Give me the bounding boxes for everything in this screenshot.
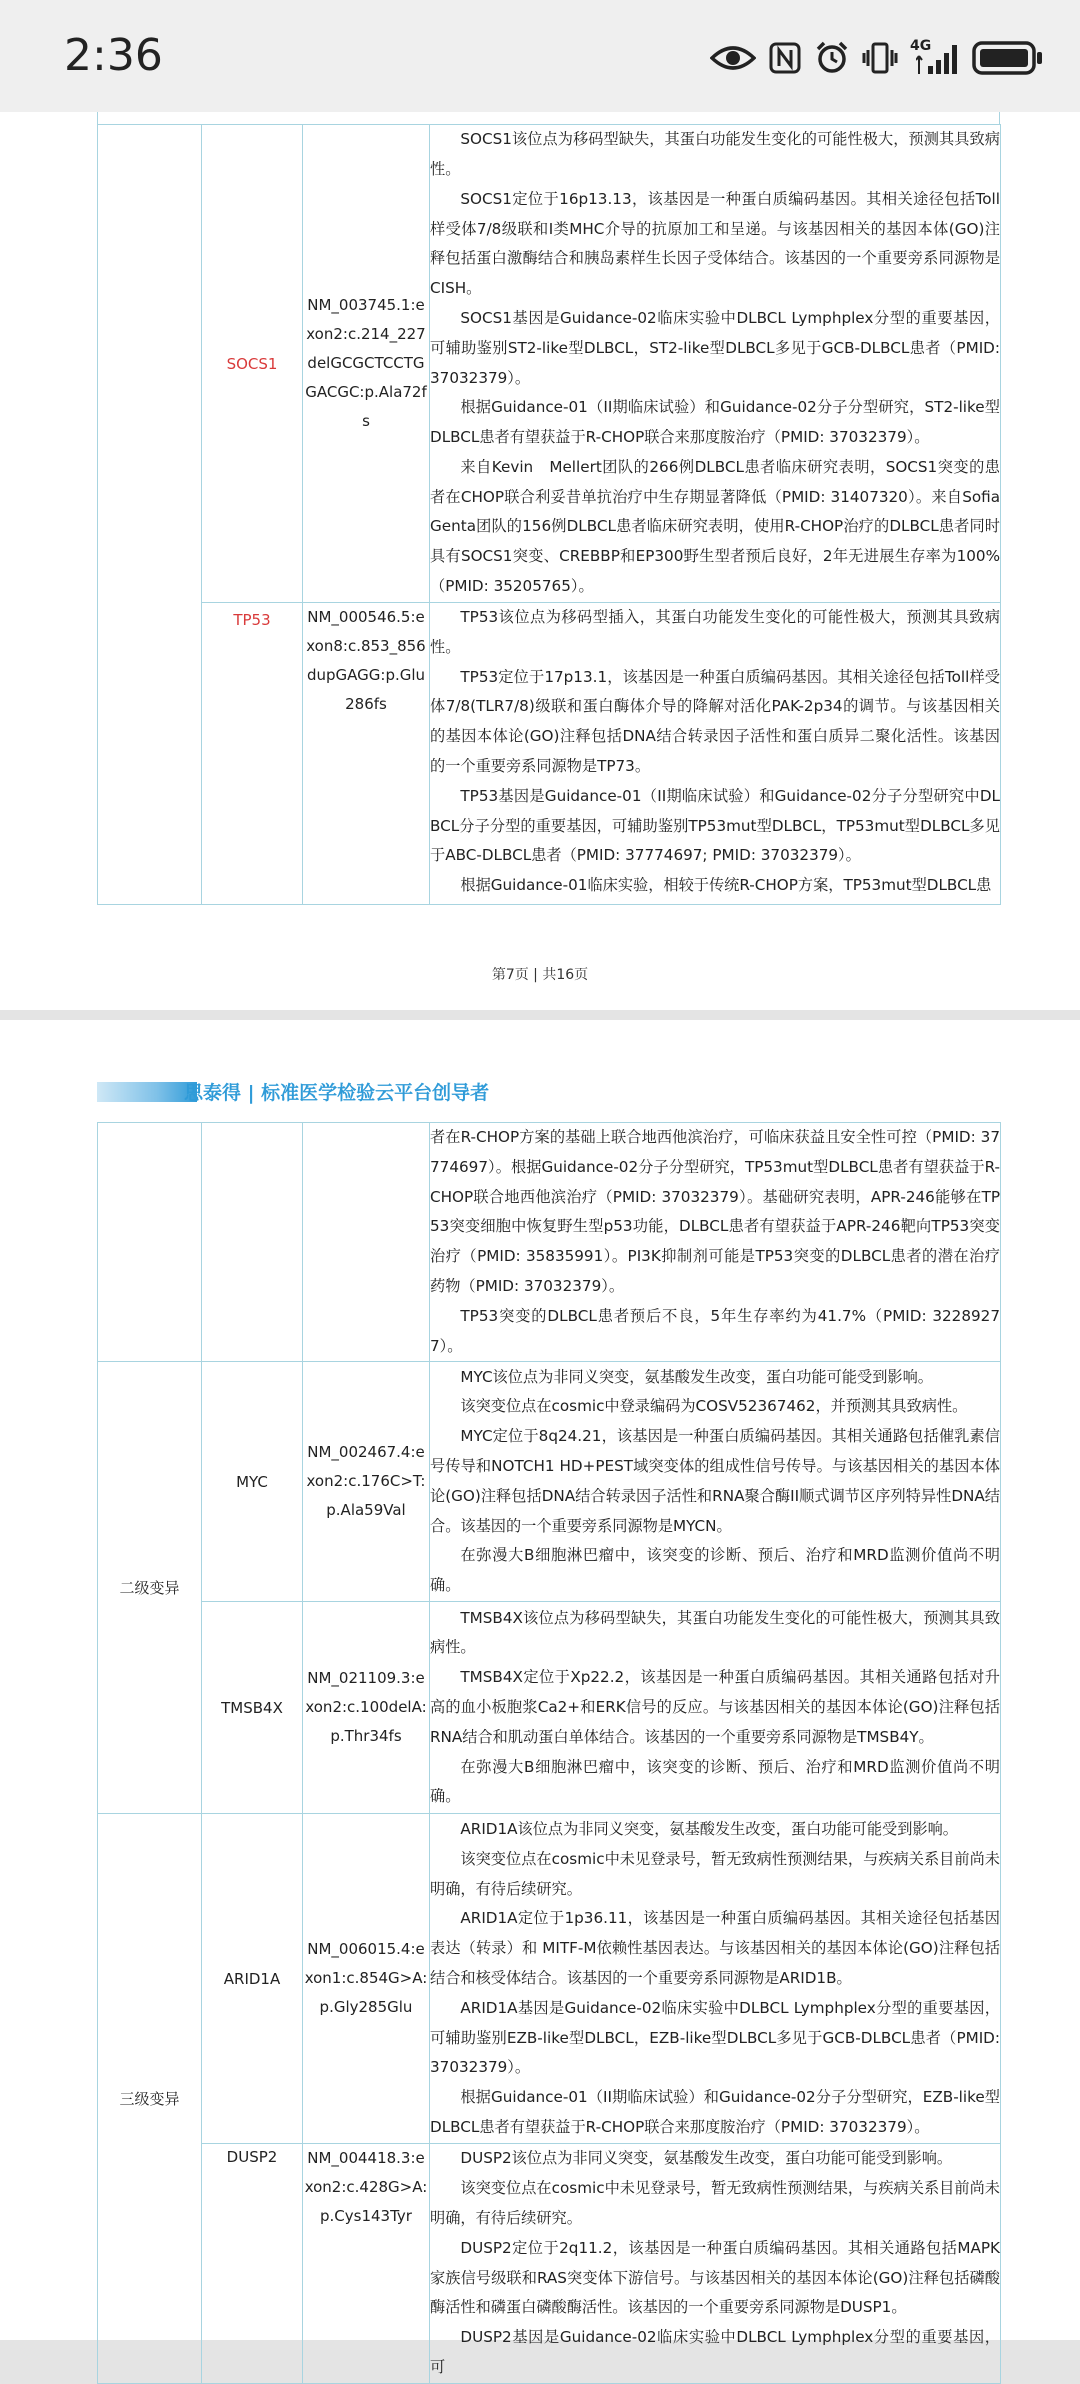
page-number: 第7页 | 共16页 — [491, 967, 589, 983]
vibrate-icon — [862, 41, 898, 75]
interpretation-cell — [430, 1814, 1001, 2144]
interpretation-paragraph: 在弥漫大B细胞淋巴瘤中，该突变的诊断、预后、治疗和MRD监测价值尚不明确。 — [430, 1546, 1000, 1595]
transcript-change: NM_003745.1:exon2:c.214_227delGCGCTCCTGGACGC:p.Ala72fs — [305, 296, 427, 430]
interpretation-cell — [430, 2144, 1001, 2383]
interpretation-cell — [430, 603, 1001, 905]
variant-level-cell — [98, 1362, 202, 1814]
gene-cell — [202, 2144, 303, 2383]
interpretation-paragraph: TMSB4X该位点为移码型缺失，其蛋白功能发生变化的可能性极大，预测其具致病性。 — [430, 1608, 1000, 1657]
transcript-cell — [303, 125, 430, 603]
interpretation-paragraph: 来自Kevin Mellert团队的266例DLBCL患者临床研究表明，SOCS1突变的患者在CHOP联合利妥昔单抗治疗中生存期显著降低（PMID: 31407320）。来自Sofia Genta团队的156例DLBCL患者临床研究表明，使用R-CHOP治疗的DLBCL患者同时具有SOCS1突变、CREBBP和EP300野生型者预后良好，2年无进展生存率为100%（PMID: 35205765）。 — [430, 457, 1000, 596]
table-row — [98, 1814, 1001, 2144]
interpretation-paragraph: ARID1A定位于1p36.11，该基因是一种蛋白质编码基因。其相关途径包括基因表达（转录）和 MITF-M依赖性基因表达。与该基因相关的基因本体论(GO)注释包括结合和核受体结合。该基因的一个重要旁系同源物是ARID1B。 — [430, 1909, 1000, 1987]
interpretation-paragraph: TP53基因是Guidance-01（II期临床试验）和Guidance-02分子分型研究中DLBCL分子分型的重要基因，可辅助鉴别TP53mut型DLBCL，TP53mut型DLBCL多见于ABC-DLBCL患者（PMID: 37774697; PMID: 37032379）。 — [430, 786, 1000, 865]
interpretation-paragraph: 在弥漫大B细胞淋巴瘤中，该突变的诊断、预后、治疗和MRD监测价值尚不明确。 — [430, 1757, 1000, 1806]
interpretation-paragraph: TP53突变的DLBCL患者预后不良，5年生存率约为41.7%（PMID: 32289277）。 — [430, 1306, 1000, 1355]
gene-cell — [202, 1123, 303, 1362]
interpretation-cell — [430, 1123, 1001, 1362]
network-type: 4G — [910, 38, 932, 54]
gene-cell — [202, 125, 303, 603]
gene-name: SOCS1 — [226, 354, 278, 373]
interpretation-cell — [430, 1602, 1001, 1814]
interpretation-paragraph: SOCS1基因是Guidance-02临床实验中DLBCL Lymphplex分型的重要基因，可辅助鉴别ST2-like型DLBCL，ST2-like型DLBCL多见于GCB-DLBCL患者（PMID: 37032379）。 — [430, 308, 1000, 387]
interpretation-paragraph: 根据Guidance-01（II期临床试验）和Guidance-02分子分型研究，ST2-like型DLBCL患者有望获益于R-CHOP联合来那度胺治疗（PMID: 37032379）。 — [430, 398, 1000, 447]
gene-cell — [202, 1602, 303, 1814]
gene-name: TMSB4X — [221, 1698, 283, 1717]
gene-name: TP53 — [233, 611, 271, 629]
signal-4g-icon — [910, 40, 960, 76]
report-page-8 — [0, 1020, 1080, 2376]
table-row — [98, 2144, 1001, 2383]
gene-name: MYC — [236, 1472, 268, 1491]
variant-table-page8 — [97, 1122, 1001, 2384]
interpretation-paragraph: DUSP2基因是Guidance-02临床实验中DLBCL Lymphplex分型的重要基因，可 — [430, 2328, 1000, 2376]
alarm-icon — [814, 40, 850, 76]
eye-icon — [710, 42, 756, 74]
interpretation-paragraph: DUSP2定位于2q11.2，该基因是一种蛋白质编码基因。其相关通路包括MAPK家族信号级联和RAS突变体下游信号。与该基因相关的基因本体论(GO)注释包括磷酸酶活性和磷蛋白磷酸酶活性。该基因的一个重要旁系同源物是DUSP1。 — [430, 2238, 1000, 2317]
level-cell — [98, 1123, 202, 1362]
transcript-cell — [303, 2144, 430, 2383]
interpretation-paragraph: 该突变位点在cosmic中登录编码为COSV52367462，并预测其具致病性。 — [460, 1397, 968, 1416]
transcript-change: NM_006015.4:exon1:c.854G>A:p.Gly285Glu — [304, 1940, 428, 2017]
status-icons — [710, 36, 1044, 80]
transcript-cell — [303, 1602, 430, 1814]
transcript-cell — [303, 1362, 430, 1602]
transcript-change: NM_000546.5:exon8:c.853_856dupGAGG:p.Glu286fs — [306, 608, 426, 713]
battery-icon — [972, 40, 1044, 76]
gene-name: DUSP2 — [226, 2148, 278, 2167]
interpretation-paragraph: TMSB4X定位于Xp22.2，该基因是一种蛋白质编码基因。其相关通路包括对升高的血小板胞浆Ca2+和ERK信号的反应。与该基因相关的基因本体论(GO)注释包括RNA结合和肌动蛋白单体结合。该基因的一个重要旁系同源物是TMSB4Y。 — [430, 1668, 1000, 1746]
interpretation-paragraph: ARID1A基因是Guidance-02临床实验中DLBCL Lymphplex分型的重要基因，可辅助鉴别EZB-like型DLBCL，EZB-like型DLBCL多见于GCB-DLBCL患者（PMID: 37032379）。 — [430, 1998, 1000, 2077]
variant-table-page7 — [97, 124, 1001, 905]
interpretation-paragraph: MYC该位点为非同义突变，氨基酸发生改变，蛋白功能可能受到影响。 — [460, 1367, 933, 1386]
prior-row-edge — [97, 112, 1000, 124]
interpretation-paragraph: 该突变位点在cosmic中未见登录号，暂无致病性预测结果，与疾病关系目前尚未明确，有待后续研究。 — [430, 1849, 1000, 1898]
transcript-change: NM_021109.3:exon2:c.100delA:p.Thr34fs — [305, 1669, 427, 1746]
gene-name: ARID1A — [223, 1969, 281, 1988]
interpretation-paragraph: ARID1A该位点为非同义突变，氨基酸发生改变，蛋白功能可能受到影响。 — [460, 1819, 958, 1838]
interpretation-paragraph: 根据Guidance-01临床实验，相较于传统R-CHOP方案，TP53mut型DLBCL患 — [460, 876, 992, 895]
interpretation-paragraph: MYC定位于8q24.21，该基因是一种蛋白质编码基因。其相关通路包括催乳素信号传导和NOTCH1 HD+PEST域突变体的组成性信号传导。与该基因相关的基因本体论(GO)注释包括DNA结合转录因子活性和RNA聚合酶II顺式调节区序列特异性DNA结合。该基因的一个重要旁系同源物是MYCN。 — [430, 1427, 1000, 1535]
interpretation-paragraph: SOCS1定位于16p13.13，该基因是一种蛋白质编码基因。其相关途径包括Toll样受体7/8级联和I类MHC介导的抗原加工和呈递。与该基因相关的基因本体(GO)注释包括蛋白激酶结合和胰岛素样生长因子受体结合。该基因的一个重要旁系同源物是CISH。 — [430, 189, 1000, 298]
interpretation-cell — [430, 1362, 1001, 1602]
interpretation-paragraph: DUSP2该位点为非同义突变，氨基酸发生改变，蛋白功能可能受到影响。 — [460, 2149, 953, 2168]
transcript-cell — [303, 1123, 430, 1362]
report-page-7 — [0, 112, 1080, 1010]
gene-cell — [202, 1362, 303, 1602]
table-row — [98, 603, 1001, 905]
gene-cell — [202, 1814, 303, 2144]
transcript-cell — [303, 603, 430, 905]
transcript-change: NM_004418.3:exon2:c.428G>A:p.Cys143Tyr — [304, 2149, 428, 2226]
page-header: 思泰得 | 标准医学检验云平台创导者 — [184, 1082, 490, 1104]
status-time: 2:36 — [64, 30, 163, 81]
nfc-icon — [768, 41, 802, 75]
header-logo-bar — [97, 1082, 197, 1102]
variant-level: 三级变异 — [119, 2090, 180, 2109]
level-cell — [98, 125, 202, 905]
variant-level-cell — [98, 1814, 202, 2383]
interpretation-paragraph: TP53定位于17p13.1，该基因是一种蛋白质编码基因。其相关途径包括Toll样受体7/8(TLR7/8)级联和蛋白酶体介导的降解对活化PAK-2p34的调节。与该基因相关的基因本体论(GO)注释包括DNA结合转录因子活性和蛋白质异二聚化活性。该基因的一个重要旁系同源物是TP73。 — [430, 667, 1000, 775]
gene-cell — [202, 603, 303, 905]
table-row — [98, 125, 1001, 603]
table-row — [98, 1602, 1001, 1814]
transcript-cell — [303, 1814, 430, 2144]
table-row — [98, 1362, 1001, 1602]
interpretation-paragraph: TP53该位点为移码型插入，其蛋白功能发生变化的可能性极大，预测其具致病性。 — [430, 608, 1000, 656]
interpretation-paragraph: 该突变位点在cosmic中未见登录号，暂无致病性预测结果，与疾病关系目前尚未明确，有待后续研究。 — [430, 2179, 1000, 2227]
interpretation-paragraph: 者在R-CHOP方案的基础上联合地西他滨治疗，可临床获益且安全性可控（PMID: 37774697）。根据Guidance-02分子分型研究，TP53mut型DLBCL患者有望获益于R-CHOP联合地西他滨治疗（PMID: 37032379）。基础研究表明，APR-246能够在TP53突变细胞中恢复野生型p53功能，DLBCL患者有望获益于APR-246靶向TP53突变治疗（PMID: 35835991）。PI3K抑制剂可能是TP53突变的DLBCL患者的潜在治疗药物（PMID: 37032379）。 — [430, 1128, 1000, 1295]
interpretation-paragraph: SOCS1该位点为移码型缺失，其蛋白功能发生变化的可能性极大，预测其具致病性。 — [430, 130, 1000, 178]
variant-level: 二级变异 — [119, 1579, 180, 1598]
interpretation-cell — [430, 125, 1001, 603]
interpretation-paragraph: 根据Guidance-01（II期临床试验）和Guidance-02分子分型研究，EZB-like型DLBCL患者有望获益于R-CHOP联合来那度胺治疗（PMID: 37032379）。 — [430, 2088, 1000, 2136]
table-row — [98, 1123, 1001, 1362]
transcript-change: NM_002467.4:exon2:c.176C>T:p.Ala59Val — [306, 1443, 426, 1520]
status-bar — [0, 0, 1080, 112]
